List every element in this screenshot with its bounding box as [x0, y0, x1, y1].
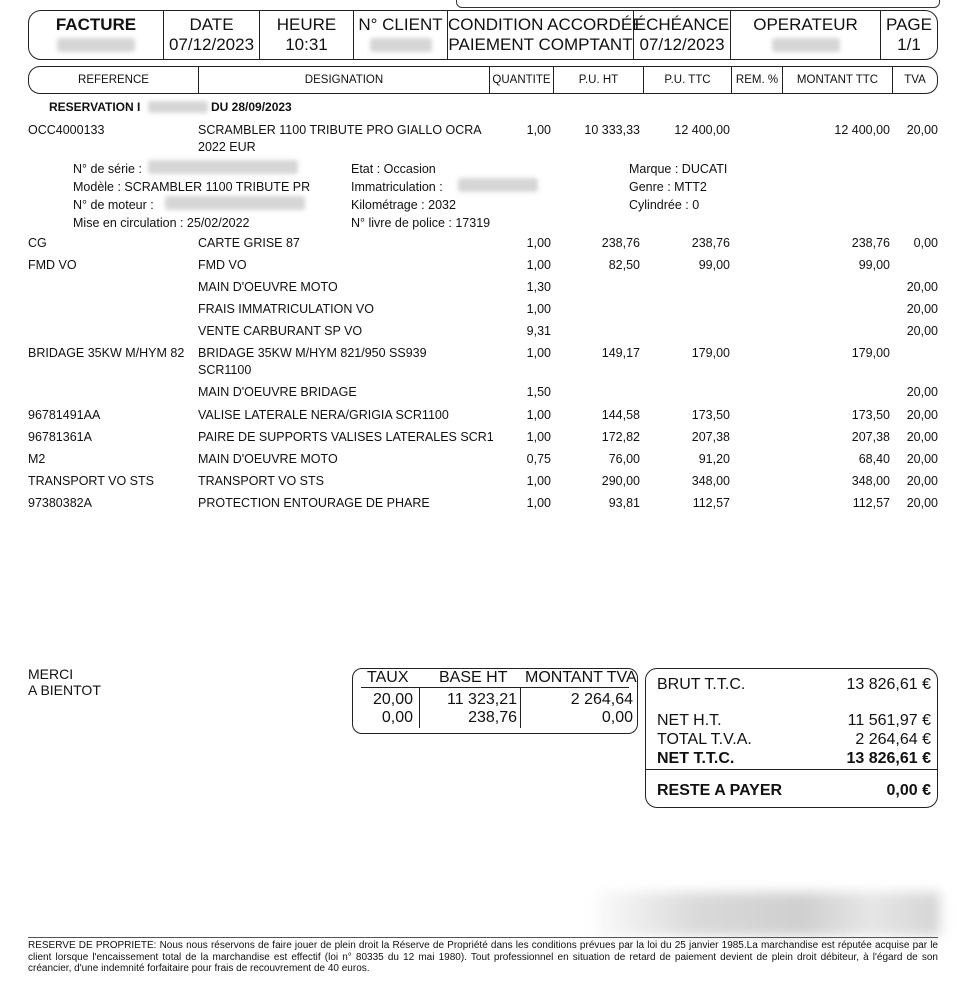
line-designation: FRAIS IMMATRICULATION VO — [198, 302, 374, 316]
tax-cell: 238,76 — [468, 709, 517, 726]
col-montant-ttc: MONTANT TTC — [783, 67, 893, 93]
tax-col-divider — [520, 688, 521, 728]
tax-cell: 11 323,21 — [447, 691, 517, 708]
header-client — [354, 11, 448, 59]
vehicle-pu-ttc: 12 400,00 — [674, 123, 730, 137]
column-header — [28, 66, 938, 94]
line-qty: 1,00 — [526, 474, 551, 488]
line-pu-ht: 144,58 — [601, 408, 640, 422]
line-pu-ht: 290,00 — [601, 474, 640, 488]
vehicle-designation-2: 2022 EUR — [198, 140, 256, 154]
moteur-redacted — [165, 196, 305, 210]
line-montant: 68,40 — [858, 452, 890, 466]
total-tva-value: 2 264,64 € — [855, 731, 931, 748]
merci-text: MERCI — [28, 666, 74, 682]
line-qty: 1,50 — [526, 385, 551, 399]
line-tva: 20,00 — [906, 302, 938, 316]
vehicle-qty: 1,00 — [526, 123, 551, 137]
line-qty: 1,00 — [526, 258, 551, 272]
line-qty: 1,00 — [526, 302, 551, 316]
kilometrage: Kilométrage : 2032 — [351, 198, 456, 212]
line-pu-ht: 149,17 — [601, 346, 640, 360]
totals-separator — [646, 769, 937, 770]
tax-summary-table — [352, 668, 638, 734]
col-remise: REM. % — [732, 67, 783, 93]
line-qty: 9,31 — [526, 324, 551, 338]
total-tva-label: TOTAL T.V.A. — [657, 731, 752, 748]
condition-value: PAIEMENT COMPTANT — [448, 35, 633, 54]
tax-cell: 0,00 — [601, 709, 633, 726]
total-row-net-ht — [657, 711, 931, 731]
tax-cell: 2 264,64 — [570, 691, 633, 708]
header-heure — [260, 11, 354, 59]
line-designation: BRIDAGE 35KW M/HYM 821/950 SS939 — [198, 346, 427, 360]
col-pu-ttc: P.U. TTC — [644, 67, 732, 93]
reste-label: RESTE A PAYER — [657, 782, 783, 799]
reservation-date: DU 28/09/2023 — [211, 100, 292, 114]
legal-notice: RESERVE DE PROPRIETE: Nous nous réservons de faire jouer de plein droit la Réserve de Propriété dans les conditions prévues par la loi du 25 janvier 1985.La marchandise est réputée acquise par le client lorsque l'encaissement total de la marchandise est effectif (loi n° 80335 du 12 mai 1980). Tout professionnel en situation de retard de paiement devient de plein droit débiteur, à l'égard de son créancier, d'une indemnité forfaitaire pour frais de recouvrement de 40 euros. — [28, 940, 938, 974]
redacted-signature-area — [596, 892, 940, 936]
line-tva: 20,00 — [906, 408, 938, 422]
line-pu-ttc: 179,00 — [691, 346, 730, 360]
marque: Marque : DUCATI — [629, 162, 728, 176]
vehicle-ref: OCC4000133 — [28, 123, 105, 137]
bientot-text: A BIENTOT — [28, 682, 101, 698]
col-pu-ht: P.U. HT — [554, 67, 644, 93]
vehicle-pu-ht: 10 333,33 — [584, 123, 640, 137]
line-ref: TRANSPORT VO STS — [28, 474, 154, 488]
totals-box — [645, 668, 938, 808]
operator-redacted — [772, 38, 840, 52]
line-ref: 96781361A — [28, 430, 92, 444]
line-montant: 173,50 — [851, 408, 890, 422]
line-designation: MAIN D'OEUVRE MOTO — [198, 452, 338, 466]
line-designation: MAIN D'OEUVRE MOTO — [198, 280, 338, 294]
col-designation: DESIGNATION — [199, 67, 490, 93]
line-qty: 1,00 — [526, 346, 551, 360]
header-operateur — [731, 11, 881, 59]
header-page — [881, 11, 937, 59]
line-designation: TRANSPORT VO STS — [198, 474, 324, 488]
echeance-label: ÉCHÉANCE — [634, 15, 730, 34]
cylindree: Cylindrée : 0 — [629, 198, 700, 212]
total-row-reste — [657, 781, 931, 801]
vehicle-tva: 20,00 — [906, 123, 938, 137]
line-ref: M2 — [28, 452, 46, 466]
tax-cell: 0,00 — [381, 709, 413, 726]
line-designation: MAIN D'OEUVRE BRIDAGE — [198, 385, 357, 399]
reservation-prefix: RESERVATION I — [49, 100, 141, 114]
line-pu-ttc: 238,76 — [691, 236, 730, 250]
total-row-tva — [657, 730, 931, 750]
top-frame-edge — [456, 0, 940, 8]
etat: Etat : Occasion — [351, 162, 436, 176]
line-designation: FMD VO — [198, 258, 247, 272]
line-qty: 1,30 — [526, 280, 551, 294]
line-pu-ttc: 173,50 — [691, 408, 730, 422]
reste-value: 0,00 € — [886, 782, 931, 799]
line-montant: 112,57 — [852, 496, 890, 510]
line-tva: 20,00 — [906, 496, 938, 510]
line-pu-ht: 82,50 — [608, 258, 640, 272]
net-ttc-value: 13 826,61 € — [846, 750, 931, 767]
client-label: N° CLIENT — [358, 15, 443, 34]
line-ref: FMD VO — [28, 258, 77, 272]
moteur-label: N° de moteur : — [73, 198, 154, 212]
line-designation: CARTE GRISE 87 — [198, 236, 300, 250]
genre: Genre : MTT2 — [629, 180, 707, 194]
line-montant: 99,00 — [858, 258, 890, 272]
line-montant: 348,00 — [851, 474, 890, 488]
line-pu-ttc: 91,20 — [698, 452, 730, 466]
tax-col-divider — [419, 688, 420, 728]
brut-value: 13 826,61 € — [846, 676, 931, 693]
serie-label: N° de série : — [73, 162, 142, 176]
invoice-header — [28, 10, 938, 60]
modele: Modèle : SCRAMBLER 1100 TRIBUTE PR — [73, 180, 311, 194]
mise-circulation: Mise en circulation : 25/02/2022 — [73, 216, 250, 230]
facture-label: FACTURE — [55, 15, 137, 34]
vehicle-designation: SCRAMBLER 1100 TRIBUTE PRO GIALLO OCRA — [198, 123, 482, 137]
line-designation: PAIRE DE SUPPORTS VALISES LATERALES SCR1 — [198, 430, 494, 444]
total-row-net-ttc — [657, 749, 931, 769]
invoice-number-redacted — [57, 38, 135, 52]
line-designation: PROTECTION ENTOURAGE DE PHARE — [198, 496, 430, 510]
line-designation: VENTE CARBURANT SP VO — [198, 324, 363, 338]
serie-redacted — [148, 160, 298, 174]
header-echeance — [634, 11, 731, 59]
line-qty: 0,75 — [526, 452, 551, 466]
line-tva: 0,00 — [913, 236, 938, 250]
line-pu-ttc: 112,57 — [692, 496, 730, 510]
col-reference: REFERENCE — [29, 67, 199, 93]
total-row-brut — [657, 675, 931, 695]
tax-header-montant: MONTANT TVA — [525, 669, 637, 686]
line-ref: CG — [28, 236, 47, 250]
condition-label: CONDITION ACCORDÉE — [448, 15, 644, 34]
tax-header-rule — [361, 687, 629, 688]
net-ttc-label: NET T.T.C. — [657, 750, 735, 767]
line-tva: 20,00 — [906, 324, 938, 338]
line-pu-ttc: 348,00 — [691, 474, 730, 488]
line-tva: 20,00 — [906, 280, 938, 294]
line-tva: 20,00 — [906, 385, 938, 399]
date-label: DATE — [189, 15, 234, 34]
line-ref: BRIDAGE 35KW M/HYM 82 — [28, 346, 185, 360]
line-montant: 179,00 — [851, 346, 890, 360]
reservation-number-redacted — [148, 101, 208, 113]
line-montant: 238,76 — [851, 236, 890, 250]
line-pu-ht: 76,00 — [608, 452, 640, 466]
header-facture — [29, 11, 164, 59]
line-pu-ttc: 99,00 — [698, 258, 730, 272]
immatriculation-redacted — [458, 178, 538, 192]
tax-cell: 20,00 — [372, 691, 413, 708]
line-qty: 1,00 — [526, 408, 551, 422]
line-ref: 96781491AA — [28, 408, 101, 422]
legal-divider — [28, 937, 938, 938]
line-pu-ht: 172,82 — [601, 430, 640, 444]
heure-label: HEURE — [276, 15, 337, 34]
heure-value: 10:31 — [285, 35, 328, 54]
tax-header-base: BASE HT — [439, 669, 508, 686]
client-number-redacted — [370, 38, 432, 52]
line-pu-ttc: 207,38 — [691, 430, 730, 444]
line-tva: 20,00 — [906, 430, 938, 444]
net-ht-value: 11 561,97 € — [847, 712, 931, 729]
line-pu-ht: 93,81 — [608, 496, 640, 510]
line-ref: 97380382A — [28, 496, 92, 510]
date-value: 07/12/2023 — [168, 35, 255, 54]
line-tva: 20,00 — [906, 474, 938, 488]
net-ht-label: NET H.T. — [657, 712, 722, 729]
immatriculation-label: Immatriculation : — [351, 180, 443, 194]
thanks-message — [28, 666, 101, 698]
line-designation-2: SCR1100 — [198, 363, 252, 377]
line-pu-ht: 238,76 — [601, 236, 640, 250]
line-designation: VALISE LATERALE NERA/GRIGIA SCR1100 — [198, 408, 449, 422]
header-date — [164, 11, 260, 59]
line-montant: 207,38 — [851, 430, 890, 444]
line-qty: 1,00 — [526, 496, 551, 510]
livre-police: N° livre de police : 17319 — [351, 216, 491, 230]
brut-label: BRUT T.T.C. — [657, 676, 746, 693]
line-tva: 20,00 — [906, 452, 938, 466]
echeance-value: 07/12/2023 — [639, 35, 725, 54]
line-qty: 1,00 — [526, 430, 551, 444]
header-condition — [448, 11, 644, 59]
col-quantite: QUANTITE — [490, 67, 554, 93]
operateur-label: OPERATEUR — [753, 15, 858, 34]
line-qty: 1,00 — [526, 236, 551, 250]
vehicle-montant: 12 400,00 — [834, 123, 890, 137]
col-tva: TVA — [904, 74, 926, 86]
page-label: PAGE — [886, 15, 932, 34]
tax-header-taux: TAUX — [367, 669, 409, 686]
page-value: 1/1 — [897, 35, 921, 54]
